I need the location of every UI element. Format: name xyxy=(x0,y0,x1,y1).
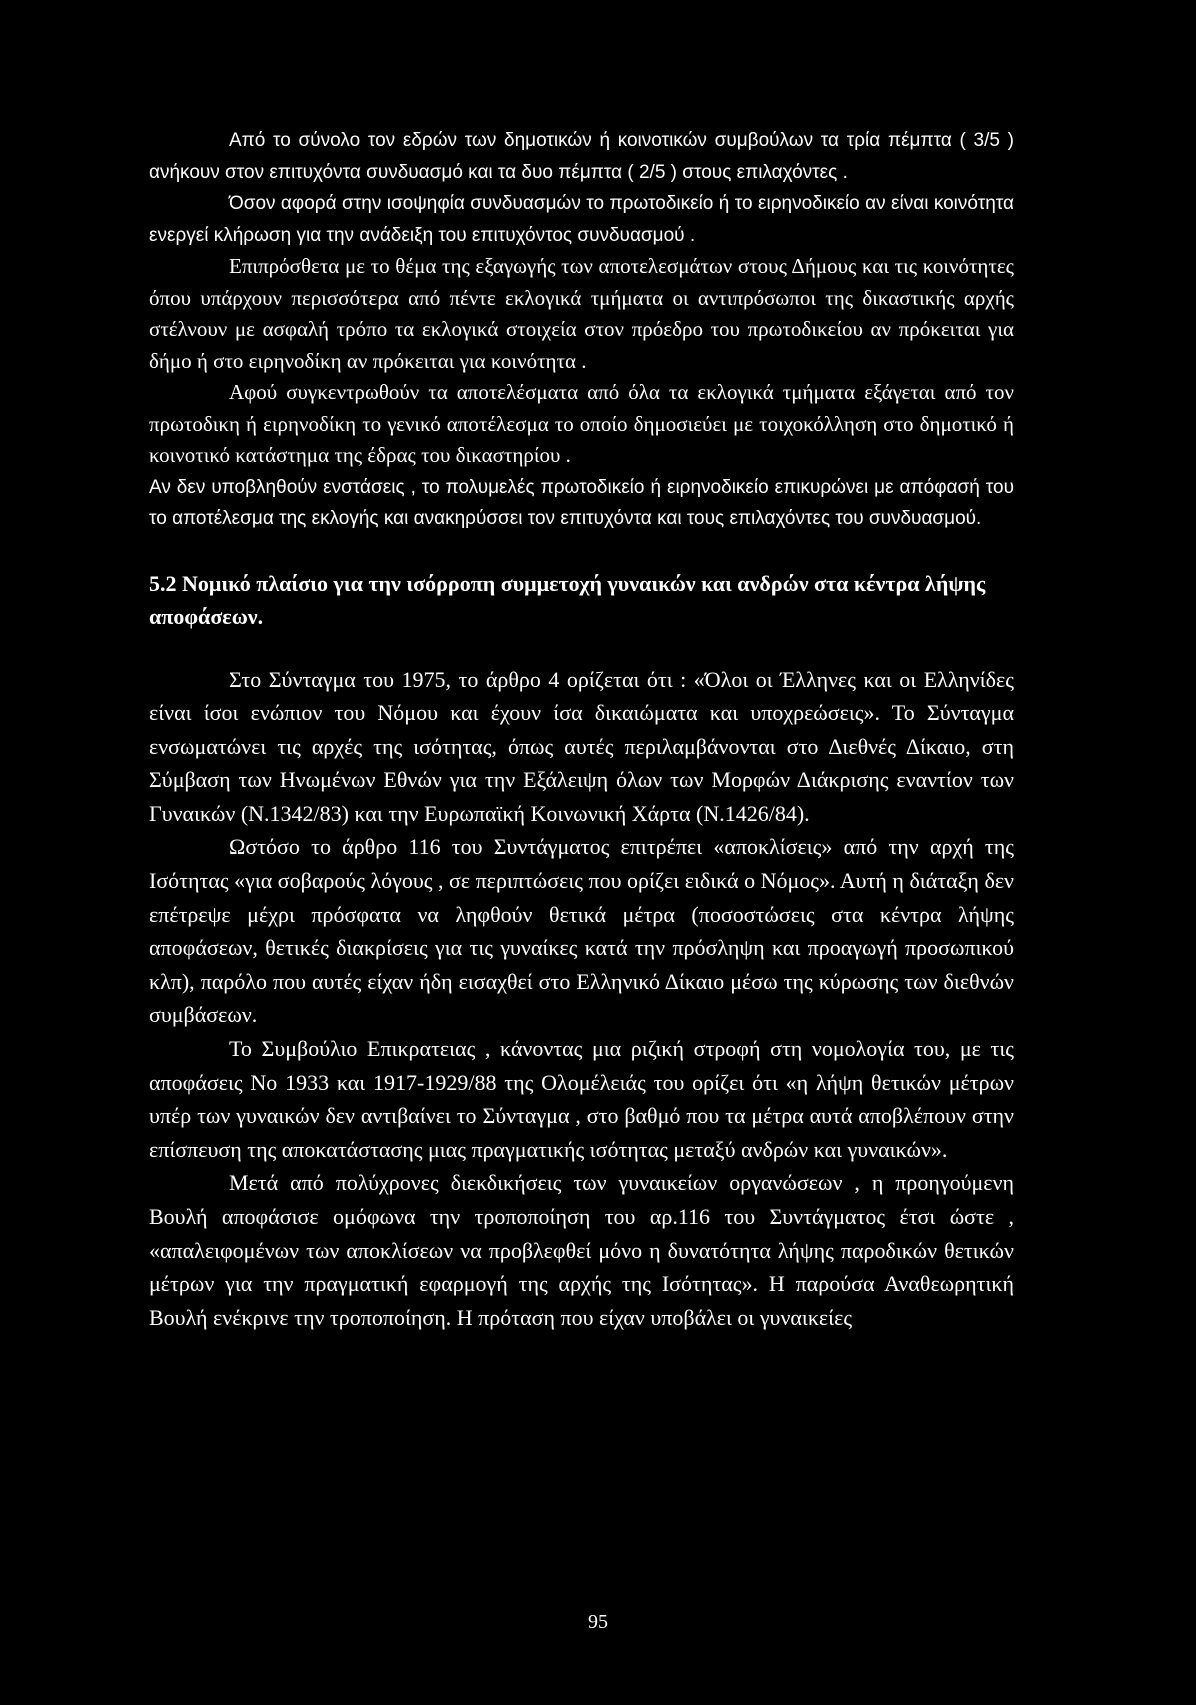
page-content xyxy=(149,125,1014,1334)
paragraph-council-of-state: Το Συμβούλιο Επικρατειας , κάνοντας μια ριζική στροφή στη νομολογία του, με τις αποφάσεις Νο 1933 και 1917-1929/88 της Ολομέλειάς του ορίζει ότι «η λήψη θετικών μέτρων υπέρ των γυναικών δεν αντιβαίνει το Σύνταγμα , στο βαθμό που τα μέτρα αυτά αποβλέπουν στην επίσπευση της αποκατάστασης μιας πραγματικής ισότητας μεταξύ ανδρών και γυναικών». xyxy=(149,1036,1014,1162)
paragraph-seats-distribution: Από το σύνολο τον εδρών των δημοτικών ή κοινοτικών συμβούλων τα τρία πέμπτα ( 3/5 ) ανήκουν στον επιτυχόντα συνδυασμό και τα δυο πέμπτα ( 2/5 ) στους επιλαχόντες . xyxy=(149,130,1014,183)
paragraph-constitution-article-4: Στο Σύνταγμα του 1975, το άρθρο 4 ορίζεται ότι : «Όλοι οι Έλληνες και οι Ελληνίδες είναι ίσοι ενώπιον του Νόμου και έχουν ίσα δικαιώματα και υποχρεώσεις». Το Σύνταγμα ενσωματώνει τις αρχές της ισότητας, όπως αυτές περιλαμβάνονται στο Διεθνές Δίκαιο, στη Σύμβαση των Ηνωμένων Εθνών για την Εξάλειψη όλων των Μορφών Διάκρισης εναντίον των Γυναικών (Ν.1342/83) και την Ευρωπαϊκή Κοινωνική Χάρτα (Ν.1426/84). xyxy=(149,666,1014,826)
section-heading: 5.2 Νομικό πλαίσιο για την ισόρροπη συμμετοχή γυναικών και ανδρών στα κέντρα λήψης αποφάσεων. xyxy=(149,570,986,629)
page-number: 95 xyxy=(588,1611,608,1633)
paragraph-results-transfer: Επιπρόσθετα με το θέμα της εξαγωγής των αποτελεσμάτων στους Δήμους και τις κοινότητες όπου υπάρχουν περισσότερα από πέντε εκλογικά τμήματα οι αντιπρόσωποι της δικαστικής αρχής στέλνουν με ασφαλή τρόπο τα εκλογικά στοιχεία στον πρόεδρο του πρωτοδικείου αν πρόκειται για δήμο ή στο ειρηνοδίκη αν πρόκειται για κοινότητα . xyxy=(149,254,1014,373)
paragraph-ratification: Αν δεν υποβληθούν ενστάσεις , το πολυμελές πρωτοδικείο ή ειρηνοδικείο επικυρώνει με απόφασή του το αποτέλεσμα της εκλογής και ανακηρύσσει τον επιτυχόντα και τους επιλαχόντες του συνδυασμού. xyxy=(149,476,1014,529)
paragraph-amendment: Μετά από πολύχρονες διεκδικήσεις των γυναικείων οργανώσεων , η προηγούμενη Βουλή αποφάσισε ομόφωνα την τροποποίηση του αρ.116 του Συντάγματος έτσι ώστε , «απαλειφομένων των αποκλίσεων να προβλεφθεί μόνο η δυνατότητα λήψης παροδικών θετικών μέτρων για την πραγματική εφαρμογή της αρχής της Ισότητας». Η παρούσα Αναθεωρητική Βουλή ενέκρινε την τροποποίηση. Η πρόταση που είχαν υποβάλει οι γυναικείες xyxy=(149,1170,1014,1330)
paragraph-article-116: Ωστόσο το άρθρο 116 του Συντάγματος επιτρέπει «αποκλίσεις» από την αρχή της Ισότητας «για σοβαρούς λόγους , σε περιπτώσεις που ορίζει ειδικά ο Νόμος». Αυτή η διάταξη δεν επέτρεψε μέχρι πρόσφατα να ληφθούν θετικά μέτρα (ποσοστώσεις στα κέντρα λήψης αποφάσεων, θετικές διακρίσεις για τις γυναίκες κατά την πρόσληψη και προαγωγή προσωπικού κλπ), παρόλο που αυτές είχαν ήδη εισαχθεί στο Ελληνικό Δίκαιο μέσω της κύρωσης των διεθνών συμβάσεων. xyxy=(149,834,1014,1028)
paragraph-general-result: Αφού συγκεντρωθούν τα αποτελέσματα από όλα τα εκλογικά τμήματα εξάγεται από τον πρωτοδικη ή ειρηνοδίκη το γενικό αποτέλεσμα το οποίο δημοσιεύει με τοιχοκόλληση στο δημοτικό ή κοινοτικό κατάστημα της έδρας του δικαστηρίου . xyxy=(149,380,1014,467)
paragraph-tie-vote: Όσον αφορά στην ισοψηφία συνδυασμών το πρωτοδικείο ή το ειρηνοδικείο αν είναι κοινότητα ενεργεί κλήρωση για την ανάδειξη του επιτυχόντος συνδυασμού . xyxy=(149,193,1014,246)
